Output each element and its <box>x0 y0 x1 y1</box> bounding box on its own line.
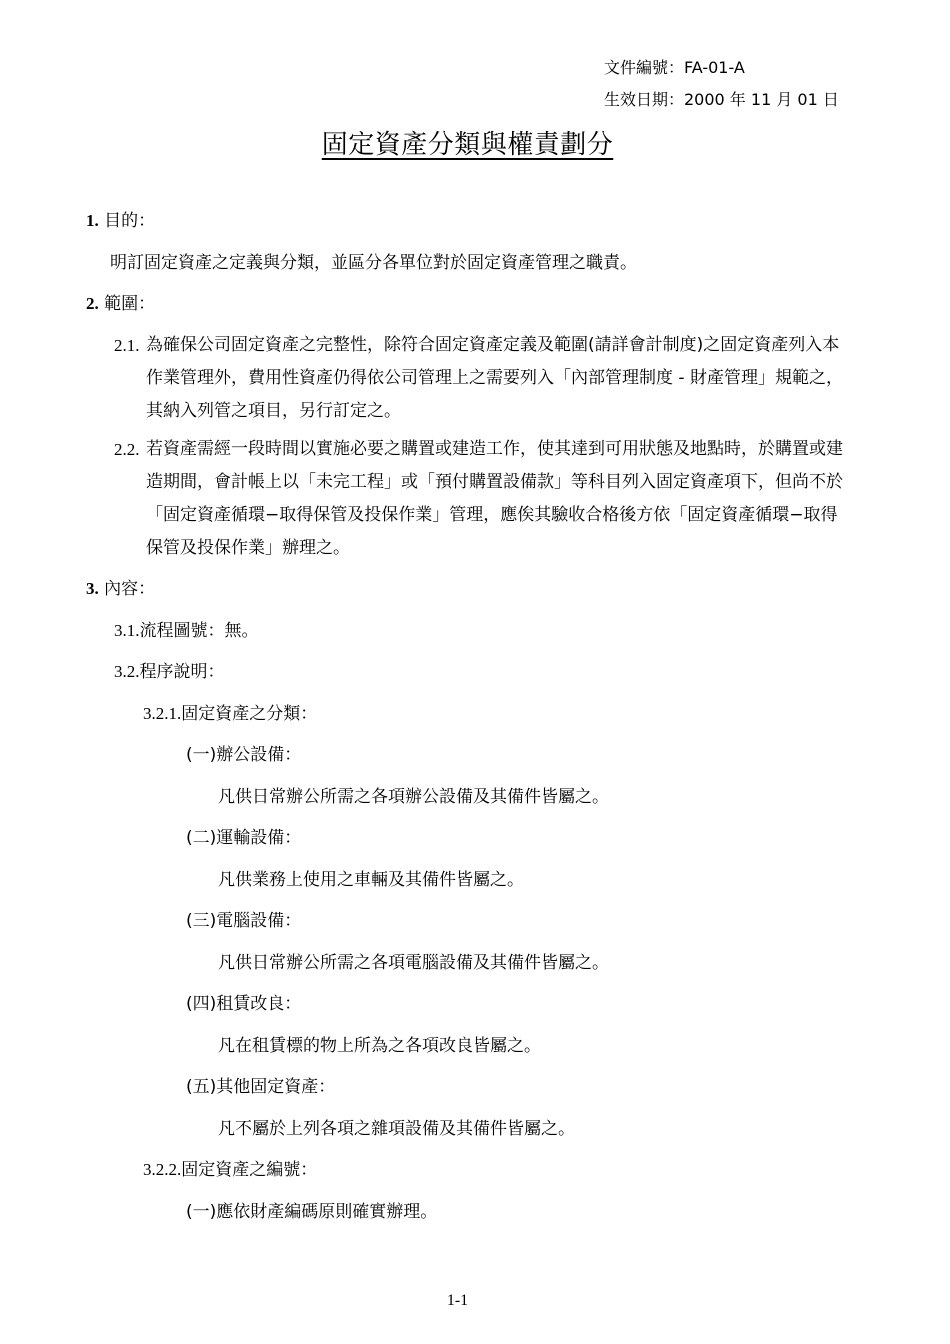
subsection-3-2-2 <box>143 1158 317 1182</box>
effective-date: 生效日期：2000 年 11 月 01 日 <box>604 90 839 109</box>
category-desc-computer: 凡供日常辦公所需之各項電腦設備及其備件皆屬之。 <box>218 953 609 973</box>
numbering-item-1: (一)應依財產編碼原則確實辦理。 <box>186 1202 438 1222</box>
subsection-number: 3.1. <box>114 621 140 640</box>
subsection-text: 固定資產之編號： <box>181 1160 318 1180</box>
subsection-3-2-1 <box>143 702 317 726</box>
subsection-number: 3.2.1. <box>143 704 182 723</box>
category-heading-office: (一)辦公設備： <box>186 745 302 765</box>
category-desc-lease: 凡在租賃標的物上所為之各項改良皆屬之。 <box>218 1036 541 1056</box>
paragraph-number: 2.1. <box>114 336 140 355</box>
paragraph-text: 為確保公司固定資產之完整性，除符合固定資產定義及範圍(請詳會計制度)之固定資產列入本作業管理外，費用性資產仍得依公司管理上之需要列入「內部管理制度 - 財產管理」規範之，其納入列管之項目，另行訂定之。 <box>146 335 843 421</box>
section-label: 範圍： <box>104 294 156 314</box>
subsection-number: 3.2.2. <box>143 1160 182 1179</box>
purpose-text: 明訂固定資產之定義與分類，並區分各單位對於固定資產管理之職責。 <box>110 253 637 273</box>
section-number: 1. <box>86 211 99 230</box>
document-meta <box>604 52 839 116</box>
page-title: 固定資產分類與權責劃分 <box>321 130 614 160</box>
subsection-number: 3.2. <box>114 662 140 681</box>
document-number: 文件編號：FA-01-A <box>604 58 745 77</box>
page-number: 1-1 <box>446 1292 469 1309</box>
subsection-3-2 <box>114 660 225 684</box>
section-number: 2. <box>86 294 99 313</box>
paragraph-number: 2.2. <box>114 440 140 459</box>
subsection-text: 固定資產之分類： <box>181 704 318 724</box>
category-heading-other: (五)其他固定資產： <box>186 1077 336 1097</box>
section-3-heading <box>86 577 155 601</box>
section-label: 內容： <box>104 579 156 599</box>
section-label: 目的： <box>104 211 156 231</box>
subsection-text: 流程圖號：無。 <box>139 621 259 641</box>
paragraph-text: 若資產需經一段時間以實施必要之購置或建造工作，使其達到可用狀態及地點時，於購置或建造期間，會計帳上以「未完工程」或「預付購置設備款」等科目列入固定資產項下，但尚不於「固定資產循環−取得保管及投保作業」管理，應俟其驗收合格後方依「固定資產循環−取得保管及投保作業」辦理之。 <box>146 439 843 558</box>
scope-paragraph-2-2 <box>114 433 851 565</box>
category-heading-computer: (三)電腦設備： <box>186 911 302 931</box>
section-2-heading <box>86 292 155 316</box>
category-heading-transport: (二)運輸設備： <box>186 828 302 848</box>
category-desc-office: 凡供日常辦公所需之各項辦公設備及其備件皆屬之。 <box>218 787 609 807</box>
category-desc-transport: 凡供業務上使用之車輛及其備件皆屬之。 <box>218 870 524 890</box>
section-number: 3. <box>86 579 99 598</box>
category-heading-lease: (四)租賃改良： <box>186 994 302 1014</box>
subsection-3-1 <box>114 619 259 643</box>
subsection-text: 程序說明： <box>139 662 225 682</box>
category-desc-other: 凡不屬於上列各項之雜項設備及其備件皆屬之。 <box>218 1119 575 1139</box>
scope-paragraph-2-1 <box>114 329 851 428</box>
section-1-heading <box>86 209 155 233</box>
